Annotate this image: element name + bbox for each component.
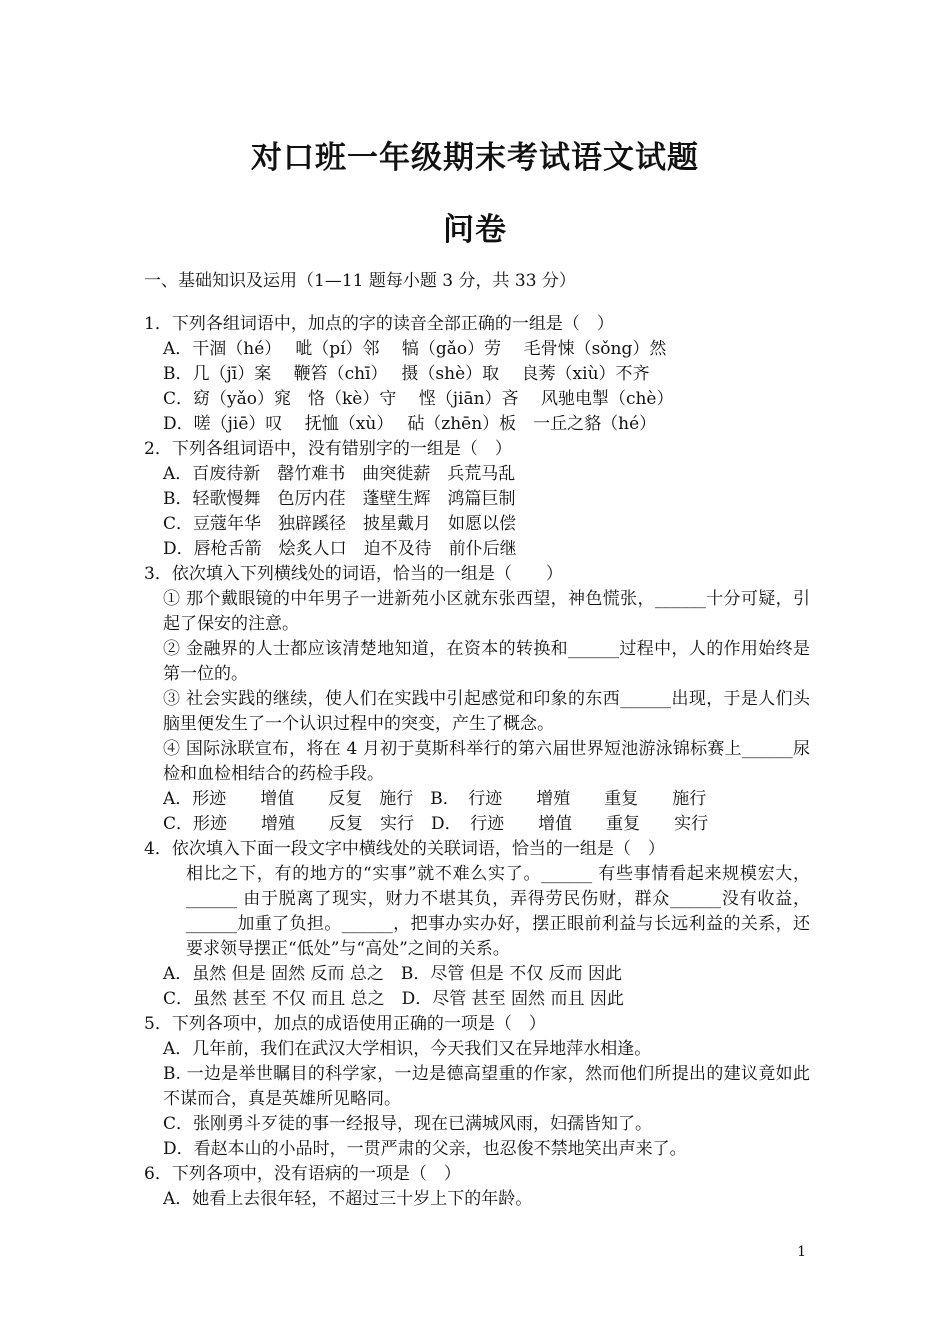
section-heading: 一、基础知识及运用（1—11 题每小题 3 分，共 33 分） bbox=[144, 271, 576, 291]
option-c: C．窈（yǎo）窕 恪（kè）守 悭（jiān）吝 风驰电掣（chè） bbox=[163, 389, 674, 409]
exam-title: 对口班一年级期末考试语文试题 bbox=[251, 140, 699, 176]
question-5 bbox=[144, 1012, 810, 1162]
question-2 bbox=[144, 437, 810, 562]
exam-content bbox=[144, 268, 810, 1212]
page-number: 1 bbox=[797, 1244, 806, 1260]
question-6 bbox=[144, 1162, 810, 1212]
sentence-3: ③ 社会实践的继续，使人们在实践中引起感觉和印象的东西______出现，于是人们头脑里便发生了一个认识过程中的突变，产生了概念。 bbox=[163, 689, 810, 734]
option-a: A．百废待新 罄竹难书 曲突徙薪 兵荒马乱 bbox=[163, 464, 516, 484]
question-4 bbox=[144, 837, 810, 1012]
option-d: D．看赵本山的小品时，一贯严肃的父亲，也忍俊不禁地笑出声来了。 bbox=[163, 1139, 687, 1159]
question-3 bbox=[144, 562, 810, 837]
option-a: A．干涸（hé） 呲（pí）邻 犒（gǎo）劳 毛骨悚（sǒng）然 bbox=[163, 339, 667, 359]
sentence-4: ④ 国际泳联宣布，将在 4 月初于莫斯科举行的第六届世界短池游泳锦标赛上______尿检和血检相结合的药检手段。 bbox=[163, 739, 810, 784]
question-stem: 3．依次填入下列横线处的词语，恰当的一组是（ ） bbox=[144, 564, 563, 584]
exam-subtitle: 问卷 bbox=[443, 212, 507, 248]
question-stem: 6．下列各项中，没有语病的一项是（ ） bbox=[144, 1164, 461, 1184]
question-stem: 2．下列各组词语中，没有错别字的一组是（ ） bbox=[144, 439, 512, 459]
question-stem: 1．下列各组词语中，加点的字的读音全部正确的一组是（ ） bbox=[144, 314, 614, 334]
options-ab: A．形迹 增值 反复 施行 B． 行迹 增殖 重复 施行 bbox=[163, 789, 707, 809]
options-cd: C．虽然 甚至 不仅 而且 总之 D．尽管 甚至 固然 而且 因此 bbox=[163, 989, 624, 1009]
question-stem: 5．下列各项中，加点的成语使用正确的一项是（ ） bbox=[144, 1014, 546, 1034]
options-ab: A．虽然 但是 固然 反而 总之 B．尽管 但是 不仅 反而 因此 bbox=[163, 964, 622, 984]
option-a: A．她看上去很年轻，不超过三十岁上下的年龄。 bbox=[163, 1189, 533, 1209]
sentence-2: ② 金融界的人士都应该清楚地知道，在资本的转换和______过程中，人的作用始终是第一位的。 bbox=[163, 639, 810, 684]
question-stem: 4．依次填入下面一段文字中横线处的关联词语，恰当的一组是（ ） bbox=[144, 839, 665, 859]
sentence-1: ① 那个戴眼镜的中年男子一进新苑小区就东张西望，神色慌张，______十分可疑，引起了保安的注意。 bbox=[163, 589, 810, 634]
option-c: C．张刚勇斗歹徒的事一经报导，现在已满城风雨，妇孺皆知了。 bbox=[163, 1114, 653, 1134]
option-a: A．几年前，我们在武汉大学相识，今天我们又在异地萍水相逢。 bbox=[163, 1039, 652, 1059]
option-b: B．轻歌慢舞 色厉内荏 蓬壁生辉 鸿篇巨制 bbox=[163, 489, 516, 509]
option-c: C．豆蔻年华 独辟蹊径 披星戴月 如愿以偿 bbox=[163, 514, 517, 534]
question-1 bbox=[144, 312, 810, 437]
option-d: D．唇枪舌箭 烩炙人口 迫不及待 前仆后继 bbox=[163, 539, 517, 559]
option-d: D．嗟（jiē）叹 抚恤（xù） 砧（zhēn）板 一丘之貉（hé） bbox=[163, 414, 657, 434]
question-passage: 相比之下，有的地方的“实事”就不难么实了。______ 有些事情看起来规模宏大，______ 由于脱离了现实，财力不堪其负，弄得劳民伤财，群众______没有收益，______加重了负担。______，把事办实办好，摆正眼前利益与长远利益的关系，还要求领导摆正“低处”与“高处”之间的关系。 bbox=[186, 864, 810, 959]
options-cd: C．形迹 增殖 反复 实行 D． 行迹 增值 重复 实行 bbox=[163, 814, 709, 834]
option-b: B. 一边是举世瞩目的科学家，一边是德高望重的作家，然而他们所提出的建议竟如此不谋而合，真是英雄所见略同。 bbox=[163, 1064, 810, 1109]
option-b: B．几（jī）案 鞭笞（chī） 摄（shè）取 良莠（xiù）不齐 bbox=[163, 364, 650, 384]
